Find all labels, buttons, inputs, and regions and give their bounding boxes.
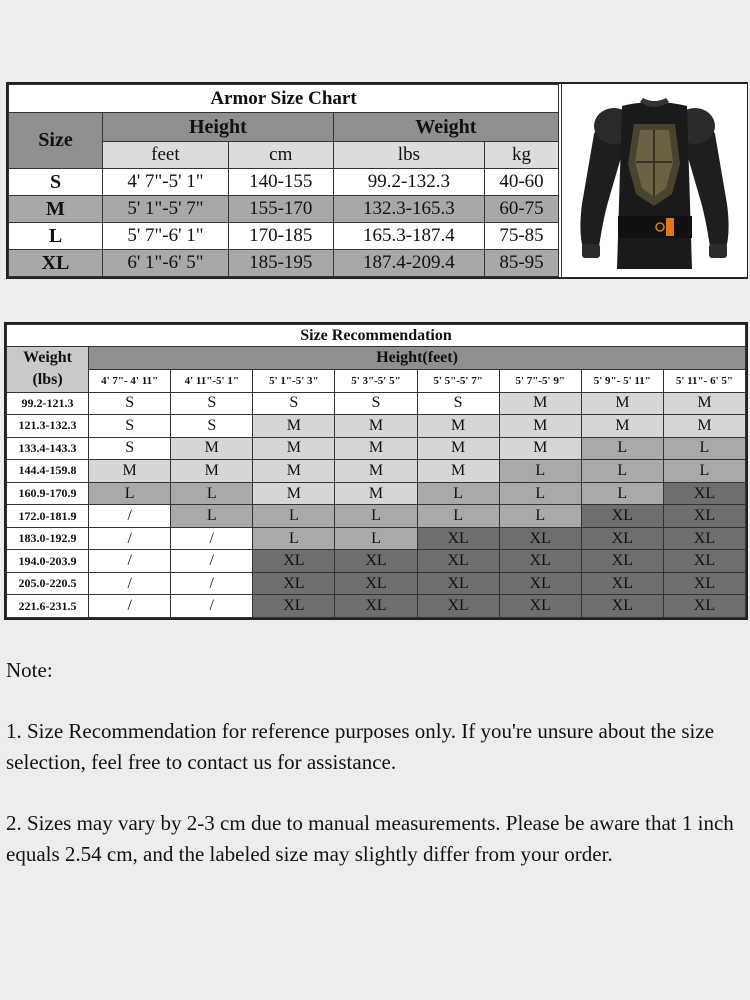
recommended-size-cell: XL: [417, 527, 499, 550]
recommended-size-cell: S: [89, 437, 171, 460]
recommended-size-cell: XL: [663, 505, 745, 528]
recommendation-row: [7, 505, 746, 528]
recommended-size-cell: XL: [335, 550, 417, 573]
weight-header: Weight: [333, 113, 558, 142]
recommended-size-cell: XL: [335, 572, 417, 595]
recommended-size-cell: S: [335, 392, 417, 415]
recommendation-row: [7, 460, 746, 483]
recommended-size-cell: M: [581, 415, 663, 438]
recommendation-row: [7, 392, 746, 415]
recommended-size-cell: L: [663, 437, 745, 460]
weight-range-cell: 121.3-132.3: [7, 415, 89, 438]
height-header: Height: [103, 113, 334, 142]
subheader-feet: feet: [103, 142, 229, 169]
height-range-header: 4' 11"-5' 1": [171, 369, 253, 392]
recommendation-row: [7, 415, 746, 438]
recommendation-table: [6, 324, 746, 618]
recommended-size-cell: L: [417, 482, 499, 505]
recommended-size-cell: M: [171, 437, 253, 460]
recommended-size-cell: XL: [253, 572, 335, 595]
recommended-size-cell: XL: [499, 595, 581, 618]
weight-range-cell: 160.9-170.9: [7, 482, 89, 505]
recommended-size-cell: S: [171, 392, 253, 415]
recommended-size-cell: L: [171, 482, 253, 505]
recommended-size-cell: XL: [663, 550, 745, 573]
kg-cell: 40-60: [485, 169, 559, 196]
recommended-size-cell: XL: [417, 572, 499, 595]
weight-lbs-header: Weight (lbs): [7, 347, 89, 392]
feet-cell: 5' 1"-5' 7": [103, 196, 229, 223]
recommended-size-cell: L: [89, 482, 171, 505]
size-row: [9, 196, 559, 223]
recommended-size-cell: /: [89, 527, 171, 550]
recommended-size-cell: M: [335, 415, 417, 438]
recommendation-row: [7, 550, 746, 573]
recommendation-body: [7, 392, 746, 617]
recommended-size-cell: S: [171, 415, 253, 438]
recommended-size-cell: M: [417, 460, 499, 483]
recommended-size-cell: /: [171, 527, 253, 550]
lbs-cell: 187.4-209.4: [333, 250, 484, 277]
recommendation-row: [7, 572, 746, 595]
recommended-size-cell: XL: [581, 550, 663, 573]
recommended-size-cell: L: [581, 437, 663, 460]
weight-range-cell: 172.0-181.9: [7, 505, 89, 528]
recommended-size-cell: XL: [417, 550, 499, 573]
height-range-header: 4' 7"- 4' 11": [89, 369, 171, 392]
recommended-size-cell: XL: [663, 595, 745, 618]
recommended-size-cell: L: [581, 460, 663, 483]
cm-cell: 155-170: [228, 196, 333, 223]
recommended-size-cell: M: [335, 437, 417, 460]
recommended-size-cell: M: [253, 415, 335, 438]
weight-range-cell: 144.4-159.8: [7, 460, 89, 483]
recommended-size-cell: /: [89, 505, 171, 528]
recommendation-title: Size Recommendation: [7, 325, 746, 347]
recommended-size-cell: /: [171, 595, 253, 618]
recommended-size-cell: L: [581, 482, 663, 505]
height-range-header: 5' 1"-5' 3": [253, 369, 335, 392]
size-cell: S: [9, 169, 103, 196]
notes-section: [6, 655, 744, 900]
recommended-size-cell: L: [663, 460, 745, 483]
armor-size-chart: [6, 82, 748, 279]
recommended-size-cell: M: [663, 392, 745, 415]
recommendation-row: [7, 482, 746, 505]
recommended-size-cell: S: [253, 392, 335, 415]
recommended-size-cell: L: [417, 505, 499, 528]
size-row: [9, 223, 559, 250]
recommended-size-cell: M: [499, 392, 581, 415]
recommended-size-cell: S: [89, 392, 171, 415]
subheader-cm: cm: [228, 142, 333, 169]
size-table: [8, 84, 559, 277]
weight-range-cell: 205.0-220.5: [7, 572, 89, 595]
weight-range-cell: 194.0-203.9: [7, 550, 89, 573]
recommended-size-cell: /: [171, 572, 253, 595]
recommended-size-cell: L: [335, 505, 417, 528]
lbs-cell: 132.3-165.3: [333, 196, 484, 223]
recommended-size-cell: M: [171, 460, 253, 483]
weight-range-cell: 99.2-121.3: [7, 392, 89, 415]
height-range-header: 5' 5"-5' 7": [417, 369, 499, 392]
size-row: [9, 250, 559, 277]
feet-cell: 6' 1"-6' 5": [103, 250, 229, 277]
recommendation-row: [7, 437, 746, 460]
recommended-size-cell: XL: [499, 527, 581, 550]
cm-cell: 140-155: [228, 169, 333, 196]
note-item-2: 2. Sizes may vary by 2-3 cm due to manual measurements. Please be aware that 1 inch equals 2.54 cm, and the labeled size may slightly differ from your order.: [6, 811, 734, 866]
height-range-row: [7, 369, 746, 392]
subheader-lbs: lbs: [333, 142, 484, 169]
recommended-size-cell: XL: [581, 595, 663, 618]
recommended-size-cell: XL: [581, 505, 663, 528]
recommended-size-cell: L: [171, 505, 253, 528]
recommended-size-cell: L: [499, 460, 581, 483]
size-cell: M: [9, 196, 103, 223]
cm-cell: 170-185: [228, 223, 333, 250]
weight-range-cell: 221.6-231.5: [7, 595, 89, 618]
recommended-size-cell: XL: [581, 572, 663, 595]
recommended-size-cell: /: [171, 550, 253, 573]
recommended-size-cell: L: [253, 505, 335, 528]
recommended-size-cell: XL: [663, 527, 745, 550]
recommended-size-cell: XL: [253, 595, 335, 618]
height-range-header: 5' 7"-5' 9": [499, 369, 581, 392]
height-range-header: 5' 3"-5' 5": [335, 369, 417, 392]
kg-cell: 75-85: [485, 223, 559, 250]
recommended-size-cell: XL: [253, 550, 335, 573]
recommended-size-cell: S: [89, 415, 171, 438]
recommended-size-cell: L: [499, 505, 581, 528]
recommended-size-cell: /: [89, 550, 171, 573]
weight-range-cell: 133.4-143.3: [7, 437, 89, 460]
recommended-size-cell: M: [253, 482, 335, 505]
recommended-size-cell: M: [499, 415, 581, 438]
kg-cell: 60-75: [485, 196, 559, 223]
height-feet-header: Height(feet): [89, 347, 746, 370]
recommended-size-cell: /: [89, 595, 171, 618]
cm-cell: 185-195: [228, 250, 333, 277]
recommended-size-cell: M: [89, 460, 171, 483]
recommended-size-cell: L: [499, 482, 581, 505]
note-item-1: 1. Size Recommendation for reference purposes only. If you're unsure about the size selection, feel free to contact us for assistance.: [6, 719, 715, 774]
notes-heading: Note:: [6, 658, 53, 682]
height-range-header: 5' 11"- 6' 5": [663, 369, 745, 392]
recommended-size-cell: /: [89, 572, 171, 595]
recommended-size-cell: XL: [335, 595, 417, 618]
recommended-size-cell: M: [335, 482, 417, 505]
recommended-size-cell: M: [499, 437, 581, 460]
recommended-size-cell: XL: [663, 572, 745, 595]
recommendation-row: [7, 527, 746, 550]
recommended-size-cell: XL: [581, 527, 663, 550]
recommended-size-cell: XL: [499, 572, 581, 595]
feet-cell: 5' 7"-6' 1": [103, 223, 229, 250]
recommended-size-cell: XL: [499, 550, 581, 573]
recommended-size-cell: S: [417, 392, 499, 415]
weight-range-cell: 183.0-192.9: [7, 527, 89, 550]
recommended-size-cell: M: [417, 415, 499, 438]
subheader-kg: kg: [485, 142, 559, 169]
lbs-cell: 99.2-132.3: [333, 169, 484, 196]
size-row: [9, 169, 559, 196]
size-cell: L: [9, 223, 103, 250]
lbs-cell: 165.3-187.4: [333, 223, 484, 250]
recommended-size-cell: M: [581, 392, 663, 415]
recommended-size-cell: L: [335, 527, 417, 550]
recommended-size-cell: M: [417, 437, 499, 460]
recommended-size-cell: XL: [417, 595, 499, 618]
size-chart-title: Armor Size Chart: [9, 85, 559, 113]
size-recommendation-chart: [4, 322, 748, 620]
recommended-size-cell: M: [335, 460, 417, 483]
feet-cell: 4' 7"-5' 1": [103, 169, 229, 196]
size-header: Size: [9, 113, 103, 169]
height-range-header: 5' 9"- 5' 11": [581, 369, 663, 392]
recommended-size-cell: L: [253, 527, 335, 550]
recommended-size-cell: M: [253, 460, 335, 483]
recommended-size-cell: M: [253, 437, 335, 460]
recommendation-row: [7, 595, 746, 618]
armor-jacket-image: [561, 84, 747, 277]
recommended-size-cell: XL: [663, 482, 745, 505]
recommended-size-cell: M: [663, 415, 745, 438]
kg-cell: 85-95: [485, 250, 559, 277]
armor-jacket-illustration: [562, 84, 747, 277]
size-cell: XL: [9, 250, 103, 277]
